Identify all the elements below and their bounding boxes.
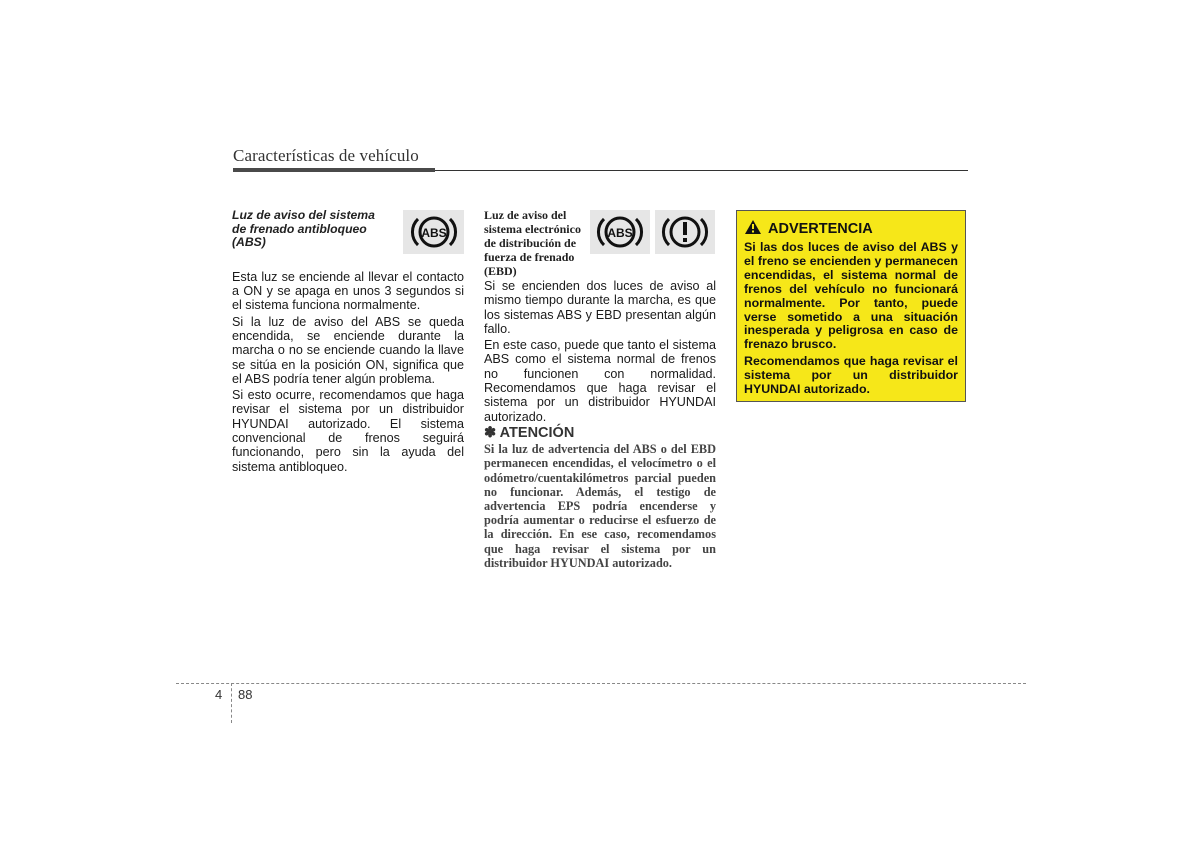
brake-warning-light-icon (655, 210, 715, 254)
abs-paragraph-1: Esta luz se enciende al llevar el contacto a ON y se apaga en unos 3 segundos si el sistema funciona normalmente. (232, 269, 464, 313)
chapter-number: 4 (215, 687, 223, 702)
atencion-title: ✽ ATENCIÓN (484, 424, 575, 441)
ebd-section-heading: Luz de aviso del sistema electrónico de distribución de fuerza de frenado (EBD) (484, 208, 581, 278)
warning-triangle-icon (744, 219, 762, 239)
advertencia-box (736, 210, 966, 402)
abs-icon-label: ABS (420, 226, 447, 240)
footer-vertical-divider (231, 683, 232, 723)
abs-warning-light-icon-ebd (590, 210, 650, 254)
abs-paragraph-3: Si esto ocurre, recomendamos que haga revisar el sistema por un distribuidor HYUNDAI autorizado. El sistema convencional de frenos seguirá funcionando, pero sin la ayuda del sistema antibloqueo. (232, 388, 464, 474)
abs-warning-light-icon (403, 210, 464, 254)
atencion-body: Si la luz de advertencia del ABS o del EBD permanecen encendidas, el velocímetro o el odómetro/cuentakilómetros parcial pueden no funcionar. Además, el testigo de advertencia EPS podría encenderse y podría aumentar o reducirse el esfuerzo de la dirección. En ese caso, recomendamos que haga revisar el sistema por un distribuidor HYUNDAI autorizado. (484, 442, 716, 570)
header-accent-bar (233, 168, 435, 172)
page-title: Características de vehículo (233, 146, 419, 165)
advertencia-title: ADVERTENCIA (768, 221, 873, 237)
footer-divider (176, 683, 1026, 684)
abs-paragraph-2: Si la luz de aviso del ABS se queda encendida, se enciende durante la marcha o no se enciende cuando la llave se sitúa en la posición ON, significa que el ABS podría tener algún problema. (232, 314, 464, 386)
ebd-section (484, 208, 716, 572)
ebd-paragraph-2: En este caso, puede que tanto el sistema ABS como el sistema normal de frenos no funcionen con normalidad. Recomendamos que haga revisar el sistema por un distribuidor HYUNDAI autorizado. (484, 338, 716, 424)
abs-section-heading: Luz de aviso del sistema de frenado antibloqueo (ABS) (232, 208, 375, 250)
advertencia-paragraph-2: Recomendamos que haga revisar el sistema por un distribuidor HYUNDAI autorizado. (744, 354, 958, 397)
advertencia-paragraph-1: Si las dos luces de aviso del ABS y el freno se encienden y permanecen encendidas, el sistema normal de frenos del vehículo no funcionará normalmente. Por tanto, puede verse sometido a una situación inesperada y peligrosa en caso de frenazo brusco. (744, 240, 958, 352)
advertencia-heading (744, 219, 958, 239)
abs-icon-label-ebd: ABS (607, 226, 633, 240)
ebd-paragraph-1: Si se encienden dos luces de aviso al mismo tiempo durante la marcha, es que los sistemas ABS y EBD presentan algún fallo. (484, 279, 716, 336)
page-number: 88 (238, 687, 253, 702)
